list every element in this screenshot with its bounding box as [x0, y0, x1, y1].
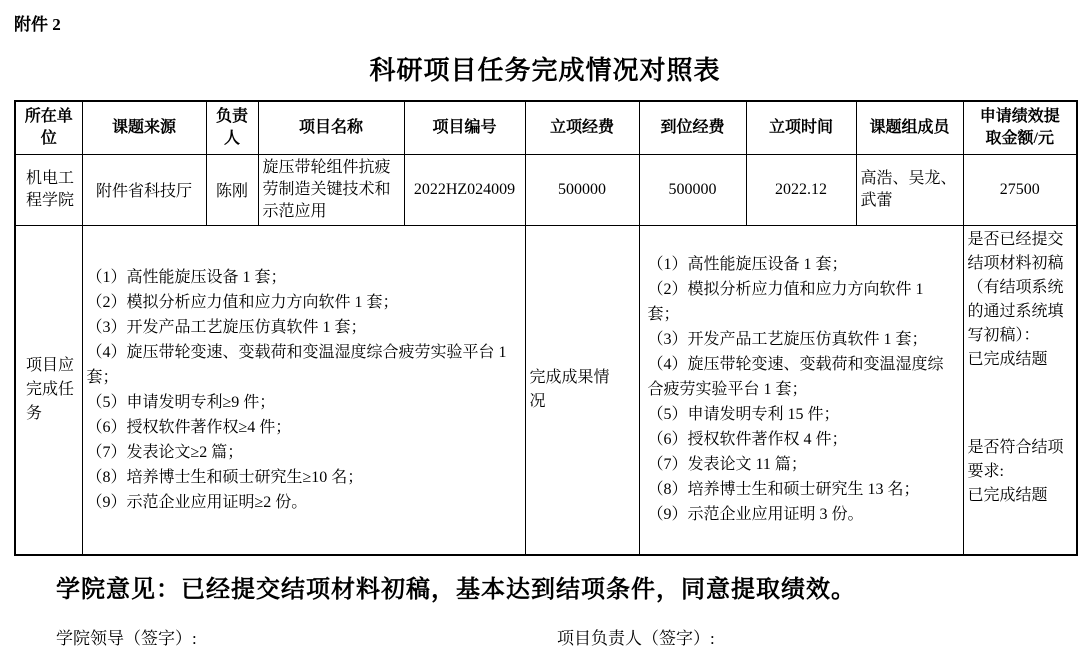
requirement-question: 是否符合结项要求:	[967, 438, 1064, 480]
col-header-leader: 负责人	[206, 101, 258, 154]
source-cell: 附件省科技厅	[82, 154, 206, 225]
completed-results-list	[648, 252, 955, 527]
list-item: （1）高性能旋压设备 1 套；	[86, 268, 287, 286]
project-completion-table	[14, 100, 1078, 556]
material-answer: 已完成结题	[967, 350, 1048, 368]
list-item: （8）培养博士生和硕士研究生 13 名；	[647, 481, 920, 499]
list-item: （2）模拟分析应力值和应力方向软件 1 套；	[647, 281, 924, 324]
list-item: （3）开发产品工艺旋压仿真软件 1 套；	[86, 318, 367, 336]
col-header-received-fund: 到位经费	[639, 101, 746, 154]
list-item: （4）旋压带轮变速、变载荷和变温湿度综合疲劳实验平台 1 套；	[86, 343, 507, 386]
college-opinion: 学院意见：已经提交结项材料初稿，基本达到结项条件，同意提取绩效。	[56, 577, 856, 603]
col-header-project-no: 项目编号	[404, 101, 525, 154]
signature-row	[14, 624, 1076, 654]
list-item: （7）发表论文 11 篇；	[647, 456, 807, 474]
project-leader-signature-label: 项目负责人（签字）:	[557, 629, 715, 648]
requirement-answer: 已完成结题	[967, 486, 1048, 504]
list-item: （4）旋压带轮变速、变载荷和变温湿度综合疲劳实验平台 1 套；	[647, 356, 944, 399]
list-item: （7）发表论文≥2 篇；	[86, 443, 244, 461]
col-header-unit: 所在单位	[15, 101, 82, 154]
list-item: （6）授权软件著作权≥4 件；	[86, 418, 292, 436]
tasks-row	[15, 225, 1077, 555]
list-item: （8）培养博士生和硕士研究生≥10 名；	[86, 468, 364, 486]
col-header-project-name: 项目名称	[258, 101, 404, 154]
list-item: （5）申请发明专利≥9 件；	[86, 393, 276, 411]
table-header-row	[15, 101, 1077, 154]
col-header-members: 课题组成员	[856, 101, 963, 154]
leader-cell: 陈刚	[206, 154, 258, 225]
project-info-row	[15, 154, 1077, 225]
attachment-label: 附件 2	[14, 15, 61, 34]
planned-tasks-cell	[82, 225, 525, 555]
list-item: （2）模拟分析应力值和应力方向软件 1 套；	[86, 293, 399, 311]
col-header-source: 课题来源	[82, 101, 206, 154]
col-header-start-date: 立项时间	[746, 101, 856, 154]
review-cell	[963, 225, 1077, 555]
start-date-cell: 2022.12	[746, 154, 856, 225]
page-title: 科研项目任务完成情况对照表	[369, 56, 721, 85]
college-leader-signature-label: 学院领导（签字）:	[56, 629, 197, 648]
project-no-cell: 2022HZ024009	[404, 154, 525, 225]
material-question: 是否已经提交结项材料初稿（有结项系统的通过系统填写初稿）：	[967, 230, 1064, 344]
unit-cell: 机电工程学院	[15, 154, 82, 225]
members-cell: 高浩、吴龙、武蕾	[856, 154, 963, 225]
approved-fund-cell: 500000	[525, 154, 639, 225]
col-header-performance-amount-text: 申请绩效提取金额/元	[979, 107, 1060, 147]
list-item: （6）授权软件著作权 4 件；	[647, 431, 848, 449]
list-item: （9）示范企业应用证明≥2 份。	[86, 493, 308, 511]
tasks-row-label-cell: 项目应完成任务	[15, 225, 82, 555]
completed-results-cell	[639, 225, 963, 555]
list-item: （5）申请发明专利 15 件；	[647, 406, 840, 424]
planned-tasks-list	[87, 265, 521, 515]
col-header-performance-amount	[963, 101, 1077, 154]
list-item: （3）开发产品工艺旋压仿真软件 1 套；	[647, 331, 928, 349]
received-fund-cell: 500000	[639, 154, 746, 225]
col-header-approved-fund: 立项经费	[525, 101, 639, 154]
list-item: （9）示范企业应用证明 3 份。	[647, 506, 864, 524]
project-name-cell: 旋压带轮组件抗疲劳制造关键技术和示范应用	[258, 154, 404, 225]
list-item: （1）高性能旋压设备 1 套；	[647, 256, 848, 274]
results-label-cell: 完成成果情况	[525, 225, 639, 555]
performance-amount-cell: 27500	[963, 154, 1077, 225]
